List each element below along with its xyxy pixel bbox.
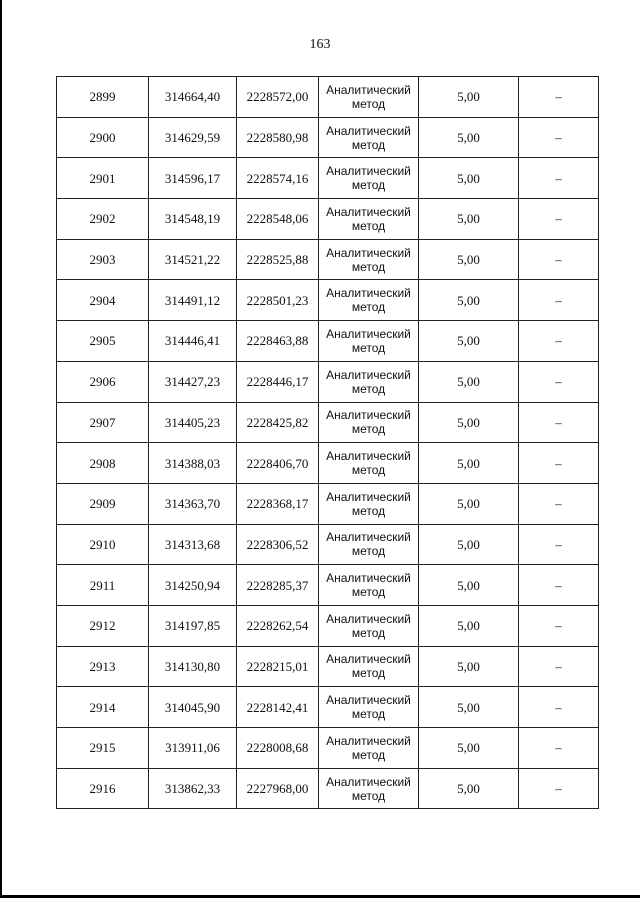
page-number: 163	[309, 37, 331, 52]
x-coordinate-cell: 314629,59	[149, 117, 237, 158]
x-coordinate-cell: 314427,23	[149, 361, 237, 402]
method-label-line-1: Аналитический	[326, 82, 411, 97]
note-cell: –	[519, 524, 599, 565]
method-label-line-1: Аналитический	[326, 245, 411, 260]
table-row	[57, 483, 599, 524]
method-label-line-1: Аналитический	[326, 611, 411, 626]
note-cell: –	[519, 483, 599, 524]
y-coordinate-cell: 2228306,52	[237, 524, 319, 565]
method-cell	[319, 402, 419, 443]
y-coordinate-cell: 2228285,37	[237, 565, 319, 606]
method-label-line-2: метод	[351, 422, 386, 437]
point-number-cell: 2903	[57, 239, 149, 280]
y-coordinate-cell: 2228501,23	[237, 280, 319, 321]
y-coordinate-cell: 2228406,70	[237, 443, 319, 484]
method-label-line-1: Аналитический	[326, 530, 411, 545]
method-label-line-1: Аналитический	[326, 164, 411, 179]
table-row	[57, 361, 599, 402]
precision-cell: 5,00	[419, 646, 519, 687]
y-coordinate-cell: 2228425,82	[237, 402, 319, 443]
precision-cell: 5,00	[419, 605, 519, 646]
x-coordinate-cell: 314250,94	[149, 565, 237, 606]
note-cell: –	[519, 117, 599, 158]
method-cell	[319, 565, 419, 606]
method-cell	[319, 524, 419, 565]
table-row	[57, 280, 599, 321]
method-label-line-1: Аналитический	[326, 123, 411, 138]
method-label-line-2: метод	[351, 747, 386, 762]
method-label-line-2: метод	[351, 666, 386, 681]
point-number-cell: 2901	[57, 158, 149, 199]
point-number-cell: 2912	[57, 605, 149, 646]
point-number-cell: 2907	[57, 402, 149, 443]
x-coordinate-cell: 314388,03	[149, 443, 237, 484]
x-coordinate-cell: 314045,90	[149, 687, 237, 728]
table-row	[57, 524, 599, 565]
table-row	[57, 158, 599, 199]
method-label-line-2: метод	[351, 503, 386, 518]
method-label-line-1: Аналитический	[326, 286, 411, 301]
table-row	[57, 199, 599, 240]
table-row	[57, 687, 599, 728]
method-label-line-2: метод	[351, 544, 386, 559]
precision-cell: 5,00	[419, 158, 519, 199]
method-label-line-1: Аналитический	[326, 652, 411, 667]
precision-cell: 5,00	[419, 402, 519, 443]
precision-cell: 5,00	[419, 565, 519, 606]
note-cell: –	[519, 239, 599, 280]
method-cell	[319, 321, 419, 362]
precision-cell: 5,00	[419, 77, 519, 118]
method-cell	[319, 77, 419, 118]
point-number-cell: 2906	[57, 361, 149, 402]
point-number-cell: 2911	[57, 565, 149, 606]
x-coordinate-cell: 314405,23	[149, 402, 237, 443]
y-coordinate-cell: 2228580,98	[237, 117, 319, 158]
table-row	[57, 77, 599, 118]
x-coordinate-cell: 314548,19	[149, 199, 237, 240]
method-label-line-1: Аналитический	[326, 367, 411, 382]
method-label-line-2: метод	[351, 381, 386, 396]
precision-cell: 5,00	[419, 361, 519, 402]
precision-cell: 5,00	[419, 768, 519, 809]
note-cell: –	[519, 280, 599, 321]
y-coordinate-cell: 2228008,68	[237, 728, 319, 769]
note-cell: –	[519, 687, 599, 728]
point-number-cell: 2904	[57, 280, 149, 321]
precision-cell: 5,00	[419, 117, 519, 158]
precision-cell: 5,00	[419, 443, 519, 484]
method-cell	[319, 361, 419, 402]
method-label-line-2: метод	[351, 259, 386, 274]
method-label-line-2: метод	[351, 340, 386, 355]
note-cell: –	[519, 361, 599, 402]
note-cell: –	[519, 77, 599, 118]
method-cell	[319, 158, 419, 199]
method-label-line-2: метод	[351, 137, 386, 152]
precision-cell: 5,00	[419, 239, 519, 280]
x-coordinate-cell: 314664,40	[149, 77, 237, 118]
point-number-cell: 2910	[57, 524, 149, 565]
y-coordinate-cell: 2228463,88	[237, 321, 319, 362]
method-label-line-2: метод	[351, 707, 386, 722]
method-label-line-1: Аналитический	[326, 449, 411, 464]
scan-border-left	[0, 0, 2, 898]
x-coordinate-cell: 314130,80	[149, 646, 237, 687]
method-label-line-1: Аналитический	[326, 408, 411, 423]
note-cell: –	[519, 199, 599, 240]
method-label-line-1: Аналитический	[326, 489, 411, 504]
method-cell	[319, 768, 419, 809]
note-cell: –	[519, 402, 599, 443]
table-row	[57, 565, 599, 606]
y-coordinate-cell: 2227968,00	[237, 768, 319, 809]
point-number-cell: 2908	[57, 443, 149, 484]
x-coordinate-cell: 314596,17	[149, 158, 237, 199]
y-coordinate-cell: 2228215,01	[237, 646, 319, 687]
table-row	[57, 728, 599, 769]
table-row	[57, 239, 599, 280]
point-number-cell: 2905	[57, 321, 149, 362]
point-number-cell: 2909	[57, 483, 149, 524]
y-coordinate-cell: 2228368,17	[237, 483, 319, 524]
precision-cell: 5,00	[419, 524, 519, 565]
note-cell: –	[519, 728, 599, 769]
note-cell: –	[519, 565, 599, 606]
method-cell	[319, 199, 419, 240]
note-cell: –	[519, 158, 599, 199]
note-cell: –	[519, 605, 599, 646]
y-coordinate-cell: 2228262,54	[237, 605, 319, 646]
table-row	[57, 443, 599, 484]
point-number-cell: 2902	[57, 199, 149, 240]
method-cell	[319, 117, 419, 158]
point-number-cell: 2916	[57, 768, 149, 809]
method-cell	[319, 646, 419, 687]
x-coordinate-cell: 314521,22	[149, 239, 237, 280]
method-cell	[319, 687, 419, 728]
y-coordinate-cell: 2228525,88	[237, 239, 319, 280]
note-cell: –	[519, 646, 599, 687]
method-label-line-2: метод	[351, 218, 386, 233]
point-number-cell: 2899	[57, 77, 149, 118]
method-label-line-2: метод	[351, 300, 386, 315]
x-coordinate-cell: 314446,41	[149, 321, 237, 362]
method-label-line-2: метод	[351, 625, 386, 640]
method-label-line-2: метод	[351, 96, 386, 111]
y-coordinate-cell: 2228572,00	[237, 77, 319, 118]
table-row	[57, 768, 599, 809]
y-coordinate-cell: 2228446,17	[237, 361, 319, 402]
method-label-line-2: метод	[351, 178, 386, 193]
method-label-line-2: метод	[351, 463, 386, 478]
precision-cell: 5,00	[419, 728, 519, 769]
coordinates-table	[56, 76, 599, 809]
method-cell	[319, 483, 419, 524]
method-label-line-1: Аналитический	[326, 326, 411, 341]
method-label-line-2: метод	[351, 788, 386, 803]
table-row	[57, 117, 599, 158]
point-number-cell: 2914	[57, 687, 149, 728]
table-row	[57, 402, 599, 443]
method-label-line-1: Аналитический	[326, 571, 411, 586]
x-coordinate-cell: 314363,70	[149, 483, 237, 524]
point-number-cell: 2900	[57, 117, 149, 158]
y-coordinate-cell: 2228142,41	[237, 687, 319, 728]
method-label-line-1: Аналитический	[326, 204, 411, 219]
x-coordinate-cell: 313911,06	[149, 728, 237, 769]
y-coordinate-cell: 2228574,16	[237, 158, 319, 199]
method-cell	[319, 728, 419, 769]
x-coordinate-cell: 314197,85	[149, 605, 237, 646]
method-label-line-1: Аналитический	[326, 774, 411, 789]
y-coordinate-cell: 2228548,06	[237, 199, 319, 240]
note-cell: –	[519, 768, 599, 809]
table-row	[57, 646, 599, 687]
precision-cell: 5,00	[419, 483, 519, 524]
method-cell	[319, 443, 419, 484]
method-label-line-1: Аналитический	[326, 693, 411, 708]
table-row	[57, 321, 599, 362]
precision-cell: 5,00	[419, 687, 519, 728]
precision-cell: 5,00	[419, 321, 519, 362]
table-row	[57, 605, 599, 646]
note-cell: –	[519, 321, 599, 362]
point-number-cell: 2913	[57, 646, 149, 687]
precision-cell: 5,00	[419, 199, 519, 240]
note-cell: –	[519, 443, 599, 484]
x-coordinate-cell: 314491,12	[149, 280, 237, 321]
x-coordinate-cell: 314313,68	[149, 524, 237, 565]
precision-cell: 5,00	[419, 280, 519, 321]
method-cell	[319, 239, 419, 280]
x-coordinate-cell: 313862,33	[149, 768, 237, 809]
point-number-cell: 2915	[57, 728, 149, 769]
method-cell	[319, 605, 419, 646]
method-label-line-2: метод	[351, 585, 386, 600]
method-cell	[319, 280, 419, 321]
method-label-line-1: Аналитический	[326, 733, 411, 748]
